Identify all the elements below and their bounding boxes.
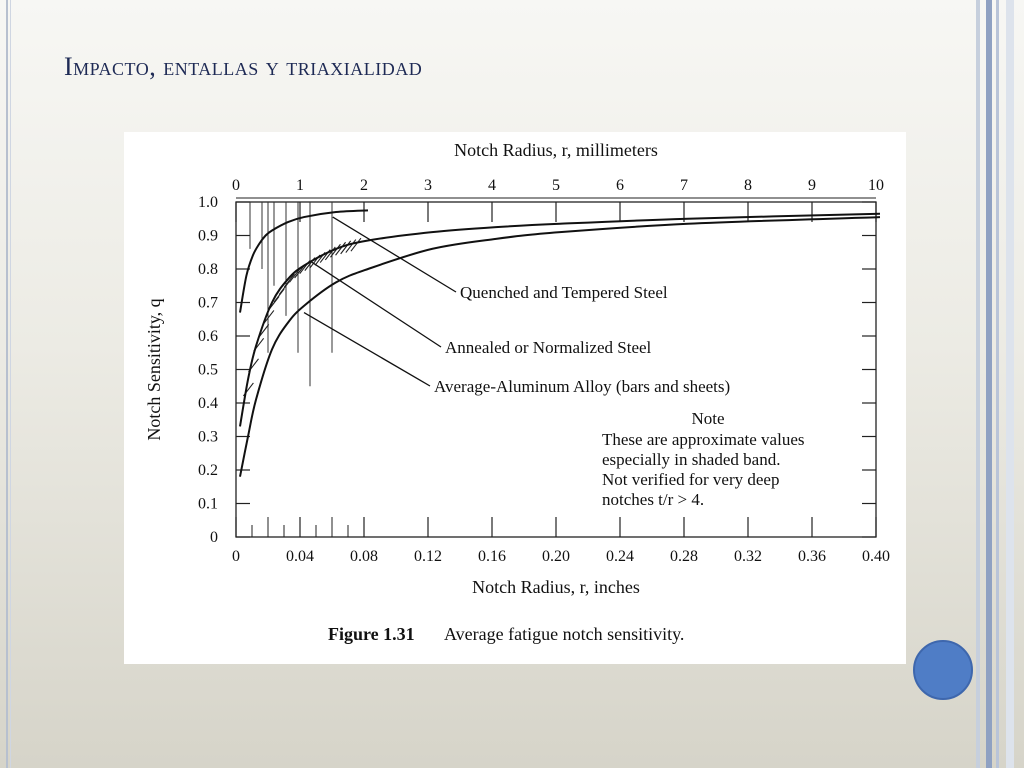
deco-stripe-1: [976, 0, 980, 768]
top-tick-label: 8: [744, 177, 752, 194]
y-tick-label: 0.1: [198, 495, 218, 513]
x-tick-label: 0.36: [798, 548, 826, 565]
figure-panel: [124, 132, 906, 664]
figure-caption-number: Figure 1.31: [328, 624, 415, 644]
y-tick-label: 0.6: [198, 328, 218, 345]
note-line: These are approximate values: [602, 430, 805, 449]
top-tick-label: 2: [360, 177, 368, 194]
y-tick-label: 0.2: [198, 462, 218, 479]
notch-sensitivity-chart: [124, 132, 906, 664]
top-tick-label: 10: [868, 177, 884, 194]
top-tick-label: 9: [808, 177, 816, 194]
figure-caption-text: Average fatigue notch sensitivity.: [444, 624, 685, 644]
y-tick-label: 0.4: [198, 395, 218, 412]
top-tick-label: 7: [680, 177, 688, 194]
top-tick-label: 0: [232, 177, 240, 194]
deco-stripe-2: [986, 0, 992, 768]
curve-quenched-steel: [240, 210, 368, 312]
y-axis-title: Notch Sensitivity, q: [144, 298, 164, 441]
top-tick-label: 1: [296, 177, 304, 194]
x-tick-label: 0.24: [606, 548, 634, 565]
x-tick-label: 0.08: [350, 548, 378, 565]
right-decoration: [976, 0, 1024, 768]
top-axis-title: Notch Radius, r, millimeters: [454, 140, 658, 160]
top-tick-label: 6: [616, 177, 624, 194]
note-line: notches t/r > 4.: [602, 490, 705, 509]
x-axis-title: Notch Radius, r, inches: [472, 577, 640, 597]
slide-title: Impacto, entallas y triaxialidad: [64, 52, 423, 81]
left-rule-line: [6, 0, 8, 768]
left-rule-line-thin: [10, 0, 11, 768]
x-tick-label: 0.04: [286, 548, 314, 565]
leader-line: [304, 313, 430, 386]
y-tick-label: 0.9: [198, 227, 218, 245]
y-tick-label: 1.0: [198, 194, 218, 211]
slide-nav-circle-button[interactable]: [913, 640, 973, 700]
y-tick-label: 0.5: [198, 361, 218, 379]
top-tick-label: 3: [424, 177, 432, 194]
note-line: especially in shaded band.: [602, 450, 781, 469]
x-tick-label: 0.32: [734, 548, 762, 565]
leader-line: [333, 217, 456, 292]
series-label: Average-Aluminum Alloy (bars and sheets): [434, 377, 731, 396]
note-title: Note: [691, 409, 725, 428]
x-tick-label: 0.20: [542, 548, 570, 565]
x-tick-label: 0: [232, 548, 240, 565]
x-tick-label: 0.40: [862, 548, 890, 565]
leader-line: [312, 262, 441, 347]
deco-stripe-3: [996, 0, 999, 768]
y-tick-label: 0.7: [198, 294, 218, 312]
series-label: Annealed or Normalized Steel: [445, 338, 652, 357]
note-line: Not verified for very deep: [602, 470, 780, 489]
x-tick-label: 0.12: [414, 548, 442, 565]
y-tick-label: 0: [210, 529, 218, 546]
y-tick-label: 0.8: [198, 261, 218, 278]
top-tick-label: 5: [552, 177, 560, 194]
x-tick-label: 0.28: [670, 548, 698, 565]
series-label: Quenched and Tempered Steel: [460, 283, 668, 302]
top-tick-label: 4: [488, 177, 496, 194]
x-tick-label: 0.16: [478, 548, 506, 565]
deco-stripe-4: [1006, 0, 1014, 768]
y-tick-label: 0.3: [198, 428, 218, 446]
